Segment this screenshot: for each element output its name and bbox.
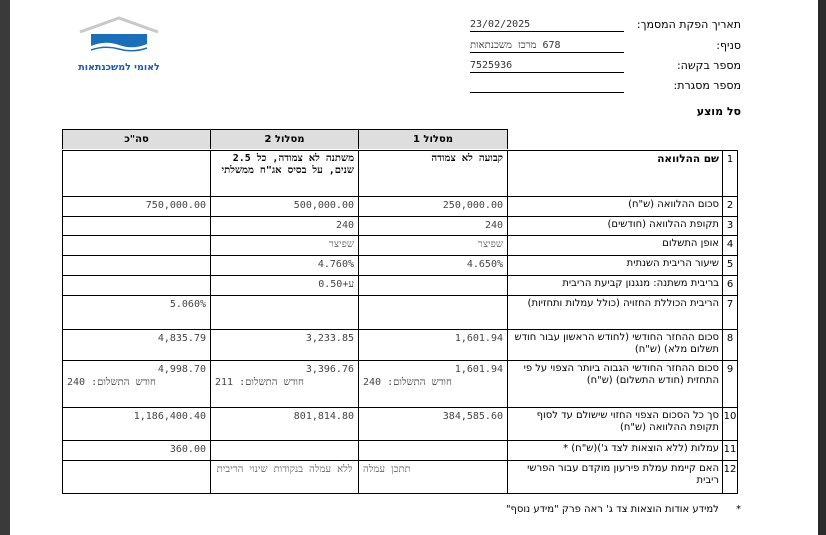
doc-date-value: 23/02/2025 <box>470 18 624 32</box>
table-row <box>63 361 738 408</box>
cell-total <box>63 276 211 296</box>
row-label: עמלות (ללא הוצאות לצד ג')(ש"ח) * <box>508 441 723 461</box>
cell-track1 <box>359 276 508 296</box>
row-number: 1 <box>723 151 738 197</box>
row-label: סכום ההחזר החודשי (לחודש הראשון עבור חודש תשלום מלא) (ש"ח) <box>508 330 723 361</box>
cell-total <box>63 151 211 197</box>
cell-track1: 384,585.60 <box>359 408 508 441</box>
row-label: אופן התשלום <box>508 236 723 256</box>
footnote <box>506 504 741 515</box>
cell-track1: 1,601.94 <box>359 330 508 361</box>
cell-track2 <box>211 361 359 408</box>
bank-logo <box>78 16 160 76</box>
doc-date-label: תאריך הפקת המסמך: <box>636 18 741 31</box>
section-title: סל מוצע <box>696 105 741 118</box>
row-number: 4 <box>723 236 738 256</box>
footnote-mark: * <box>736 504 741 515</box>
cell-total-amount: 4,998.70 <box>157 364 206 375</box>
cell-total <box>63 361 211 408</box>
row-label: האם קיימת עמלת פירעון מוקדם עבור הפרשי ריבית <box>508 461 723 494</box>
col-header-total: סה"כ <box>62 129 211 149</box>
cell-total: 4,835.79 <box>63 330 211 361</box>
row-number: 9 <box>723 361 738 408</box>
row-number: 2 <box>723 197 738 217</box>
cell-track2: משתנה לא צמודה, כל 2.5 שנים, על בסיס אג"ח ממשלתי <box>211 151 359 197</box>
cell-track1-amount: 1,601.94 <box>454 364 503 375</box>
frame-number-value <box>470 79 624 93</box>
row-label: תקופת ההלוואה (חודשים) <box>508 217 723 236</box>
branch-label: סניף: <box>716 39 741 52</box>
row-label: סך כל הסכום הצפוי החזוי שישולם עד לסוף תקופת ההלוואה (ש"ח) <box>508 408 723 441</box>
table-row <box>63 197 738 217</box>
row-number: 6 <box>723 276 738 296</box>
table-row <box>63 151 738 197</box>
row-number: 12 <box>723 461 738 494</box>
cell-track1: תתכן עמלה <box>359 461 508 494</box>
table-row <box>63 256 738 276</box>
cell-track1: קבועה לא צמודה <box>359 151 508 197</box>
row-label: סכום ההחזר החודשי הגבוה ביותר הצפוי על פי התחזית (חודש התשלום) (ש"ח) <box>508 361 723 408</box>
row-label: הריבית הכוללת החזויה (כולל עמלות ותחזיות) <box>508 296 723 330</box>
cell-track1 <box>359 441 508 461</box>
cell-track1: 250,000.00 <box>359 197 508 217</box>
row-number: 10 <box>723 408 738 441</box>
table-row <box>63 330 738 361</box>
cell-total <box>63 217 211 236</box>
cell-track2: 801,814.80 <box>211 408 359 441</box>
loan-plan-table <box>62 150 738 494</box>
row-number: 11 <box>723 441 738 461</box>
footnote-text: למידע אודות הוצאות צד ג' ראה פרק "מידע נוסף" <box>505 504 719 515</box>
table-row <box>63 276 738 296</box>
cell-track2-amount: 3,396.76 <box>305 364 354 375</box>
row-number: 7 <box>723 296 738 330</box>
table-row <box>63 461 738 494</box>
cell-track1: 4.650% <box>359 256 508 276</box>
cell-track1 <box>359 361 508 408</box>
row-label: בריבית משתנה: מנגנון קביעת הריבית <box>508 276 723 296</box>
row-number: 8 <box>723 330 738 361</box>
request-number-label: מספר בקשה: <box>676 59 741 72</box>
house-logo-icon <box>78 16 160 62</box>
cell-total <box>63 461 211 494</box>
table-row <box>63 296 738 330</box>
logo-text: לאומי למשכנתאות <box>78 62 160 73</box>
table-row <box>63 408 738 441</box>
cell-total: 1,186,400.40 <box>63 408 211 441</box>
cell-track2-month: חודש התשלום: 211 <box>215 377 304 388</box>
row-label: שם ההלוואה <box>508 151 723 197</box>
row-label: סכום ההלוואה (ש"ח) <box>508 197 723 217</box>
cell-track1-month: חודש התשלום: 240 <box>363 377 452 388</box>
cell-track1: 240 <box>359 217 508 236</box>
cell-track2: 500,000.00 <box>211 197 359 217</box>
branch-value: 678 מרכז משכנתאות <box>470 39 624 53</box>
table-row <box>63 236 738 256</box>
cell-total: 750,000.00 <box>63 197 211 217</box>
cell-track2: 4.760% <box>211 256 359 276</box>
cell-track2: ע+0.50 <box>211 276 359 296</box>
request-number-value: 7525936 <box>470 59 624 73</box>
document-page <box>10 0 818 535</box>
col-header-track2: מסלול 2 <box>210 129 359 149</box>
row-number: 5 <box>723 256 738 276</box>
cell-track2: שפיצר <box>211 236 359 256</box>
cell-total <box>63 236 211 256</box>
cell-track1 <box>359 296 508 330</box>
cell-track2 <box>211 441 359 461</box>
cell-total-month: חודש התשלום: 240 <box>67 377 156 388</box>
window-edge <box>818 0 826 535</box>
frame-number-label: מספר מסגרת: <box>673 79 741 92</box>
cell-track2 <box>211 296 359 330</box>
cell-track2: ללא עמלה בנקודות שינוי הריבית <box>211 461 359 494</box>
cell-track2: 3,233.85 <box>211 330 359 361</box>
cell-total <box>63 256 211 276</box>
cell-track1: שפיצר <box>359 236 508 256</box>
cell-track2: 240 <box>211 217 359 236</box>
col-header-track1: מסלול 1 <box>358 129 508 149</box>
table-row <box>63 217 738 236</box>
row-number: 3 <box>723 217 738 236</box>
cell-total: 360.00 <box>63 441 211 461</box>
cell-total: 5.060% <box>63 296 211 330</box>
row-label: שיעור הריבית השנתית <box>508 256 723 276</box>
table-row <box>63 441 738 461</box>
